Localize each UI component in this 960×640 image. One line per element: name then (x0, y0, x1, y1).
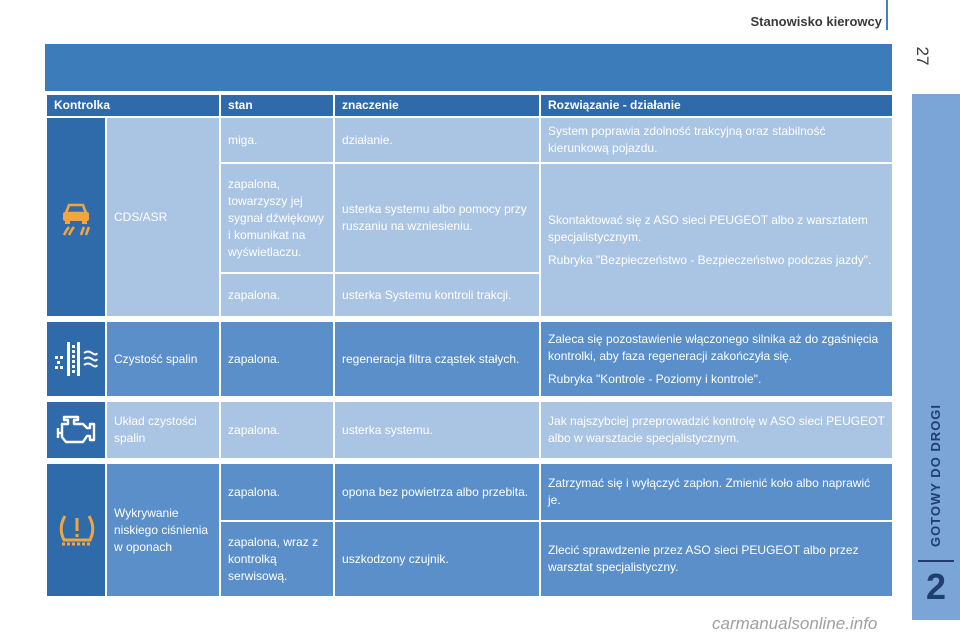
warning-lights-table (45, 93, 894, 598)
state-cell: miga. (220, 117, 334, 163)
table-row (46, 401, 893, 459)
skid-car-icon (46, 117, 106, 317)
chapter-label-wrap (916, 400, 956, 550)
col-header-meaning: znaczenie (334, 94, 540, 117)
chapter-number: 2 (925, 566, 947, 607)
chapter-divider (918, 560, 954, 562)
table-row (46, 117, 893, 163)
action-text: Zaleca się pozostawienie włączonego silnika aż do zgaśnięcia kontrolki, aby faza regeneracji zakończyła się. (548, 331, 879, 363)
meaning-cell: regeneracja filtra cząstek stałych. (334, 321, 540, 397)
state-cell: zapalona. (220, 463, 334, 521)
header-divider (886, 0, 888, 30)
meaning-cell: opona bez powietrza albo przebita. (334, 463, 540, 521)
section-title: Stanowisko kierowcy (750, 14, 882, 29)
action-cell (540, 163, 893, 317)
action-cell: System poprawia zdolność trakcyjną oraz stabilność kierunkową pojazdu. (540, 117, 893, 163)
indicator-name-emission: Układ czystości spalin (106, 401, 220, 459)
state-cell: zapalona. (220, 273, 334, 317)
engine-icon (46, 401, 106, 459)
col-header-action: Rozwiązanie - działanie (540, 94, 893, 117)
state-cell: zapalona, towarzyszy jej sygnał dźwiękowy i komunikat na wyświetlaczu. (220, 163, 334, 273)
chapter-label: GOTOWY DO DROGI (928, 403, 944, 547)
col-header-state: stan (220, 94, 334, 117)
page-number: 27 (913, 46, 932, 66)
indicator-name-cds: CDS/ASR (106, 117, 220, 317)
particle-filter-icon (46, 321, 106, 397)
action-reference: Rubryka "Kontrole - Poziomy i kontrole". (548, 371, 762, 386)
action-cell: Jak najszybciej przeprowadzić kontrolę w ASO sieci PEUGEOT albo w warsztacie specjalistycznym. (540, 401, 893, 459)
table-header-row (46, 94, 893, 117)
state-cell: zapalona, wraz z kontrolką serwisową. (220, 521, 334, 597)
tyre-pressure-icon (46, 463, 106, 597)
watermark: carmanualsonline.info (712, 614, 878, 633)
meaning-cell: usterka systemu albo pomocy przy ruszaniu na wzniesieniu. (334, 163, 540, 273)
meaning-cell: uszkodzony czujnik. (334, 521, 540, 597)
table-row (46, 463, 893, 521)
meaning-cell: działanie. (334, 117, 540, 163)
action-text: Skontaktować się z ASO sieci PEUGEOT albo z warsztatem specjalistycznym. (548, 212, 868, 244)
state-cell: zapalona. (220, 401, 334, 459)
action-cell: Zlecić sprawdzenie przez ASO sieci PEUGEOT albo przez warsztat specjalistyczny. (540, 521, 893, 597)
table-title-bar (45, 44, 892, 91)
table-row (46, 321, 893, 397)
meaning-cell: usterka Systemu kontroli trakcji. (334, 273, 540, 317)
indicator-name-tpms: Wykrywanie niskiego ciśnienia w oponach (106, 463, 220, 597)
meaning-cell: usterka systemu. (334, 401, 540, 459)
action-reference: Rubryka "Bezpieczeństwo - Bezpieczeństwo podczas jazdy". (548, 252, 872, 267)
state-cell: zapalona. (220, 321, 334, 397)
action-cell (540, 321, 893, 397)
indicator-name-dpf: Czystość spalin (106, 321, 220, 397)
col-header-indicator: Kontrolka (46, 94, 220, 117)
action-cell: Zatrzymać się i wyłączyć zapłon. Zmienić koło albo naprawić je. (540, 463, 893, 521)
